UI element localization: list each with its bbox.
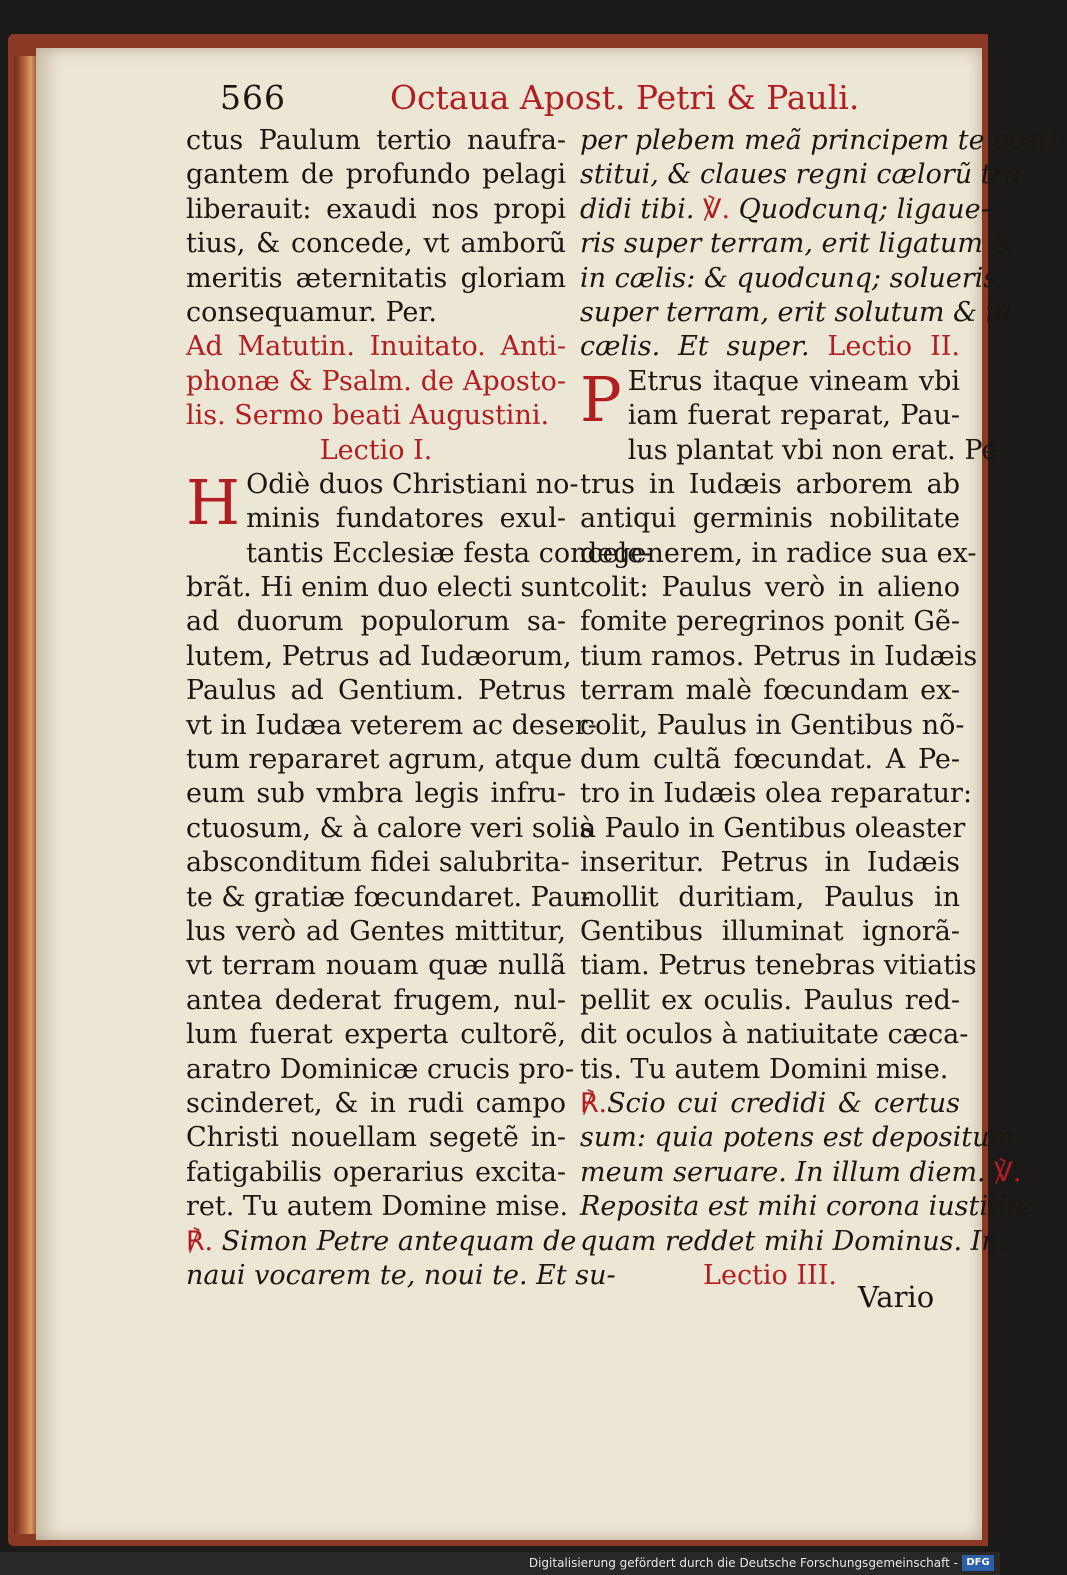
dropcap-initial: H bbox=[186, 465, 241, 539]
text-line: quam reddet mihi Dominus. In. bbox=[580, 1225, 1008, 1257]
dfg-logo: DFG bbox=[962, 1555, 994, 1571]
text-fragment: Quodcunq; ligaue- bbox=[738, 193, 990, 225]
text-line: terram malè fœcundam ex- bbox=[580, 675, 960, 707]
text-fragment: didi tibi. bbox=[580, 193, 695, 225]
footer-text: Digitalisierung gefördert durch die Deutsche Forschungsgemeinschaft - bbox=[528, 1556, 958, 1570]
text-line: fatigabilis operarius excita- bbox=[186, 1156, 566, 1188]
page-number: 566 bbox=[220, 78, 286, 117]
text-line: colit, Paulus in Gentibus nõ- bbox=[580, 709, 965, 741]
text-line: ris super terram, erit ligatum & bbox=[580, 228, 1016, 260]
responsory-sign: ℟. bbox=[186, 1225, 214, 1257]
text-line: tius, & concede, vt amborũ bbox=[186, 228, 566, 260]
versicle-line bbox=[580, 193, 990, 227]
text-line: iam fuerat reparat, Pau- bbox=[627, 400, 960, 432]
text-line: aratro Dominicæ crucis pro- bbox=[186, 1053, 575, 1085]
text-line: ad duorum populorum sa- bbox=[186, 606, 566, 638]
text-line: Paulus ad Gentium. Petrus bbox=[186, 675, 566, 707]
text-line: consequamur. Per. bbox=[186, 296, 437, 328]
text-line: ctuosum, & à calore veri solis bbox=[186, 812, 594, 844]
responsory-text: Scio cui credidi & certus bbox=[607, 1087, 960, 1119]
text-line: dum cultã fœcundat. A Pe- bbox=[580, 744, 960, 776]
versicle-sign: ℣. bbox=[703, 193, 731, 225]
text-line: eum sub vmbra legis infru- bbox=[186, 778, 566, 810]
text-line: pellit ex oculis. Paulus red- bbox=[580, 984, 960, 1016]
text-line: minis fundatores exul- bbox=[246, 503, 566, 535]
text-line: ctus Paulum tertio naufra- bbox=[186, 125, 566, 156]
page-header bbox=[220, 73, 859, 123]
dropcap-initial: P bbox=[580, 362, 622, 436]
responsory-line bbox=[580, 1087, 960, 1121]
lectio-heading: Lectio II. bbox=[827, 331, 960, 363]
text-line: Reposita est mihi corona iustitiæ bbox=[580, 1191, 1033, 1223]
text-line: vt in Iudæa veterem ac deser- bbox=[186, 709, 597, 741]
text-line: per plebem meã principem te cõsti- bbox=[580, 125, 1067, 156]
text-line: meritis æternitatis gloriam bbox=[186, 262, 566, 294]
text-line: absconditum fidei salubrita- bbox=[186, 847, 570, 879]
text-line: tum repararet agrum, atque bbox=[186, 744, 573, 776]
lectio-line bbox=[580, 330, 960, 364]
text-line: antea dederat frugem, nul- bbox=[186, 984, 566, 1016]
text-line: naui vocarem te, noui te. Et su- bbox=[186, 1259, 616, 1291]
versicle-line bbox=[580, 1156, 1022, 1190]
text-line: scinderet, & in rudi campo bbox=[186, 1087, 566, 1119]
text-line: degenerem, in radice sua ex- bbox=[580, 537, 977, 569]
text-line: à Paulo in Gentibus oleaster bbox=[580, 812, 966, 844]
text-line: fomite peregrinos ponit Gẽ- bbox=[580, 606, 960, 638]
rubric-line: Ad Matutin. Inuitato. Anti- bbox=[186, 331, 566, 363]
text-line: Christi nouellam segetẽ in- bbox=[186, 1122, 566, 1154]
text-line: tro in Iudæis olea reparatur: bbox=[580, 778, 973, 810]
text-line: tium ramos. Petrus in Iudæis bbox=[580, 640, 978, 672]
text-line: tantis Ecclesiæ festa concele- bbox=[246, 537, 653, 569]
text-line: colit: Paulus verò in alieno bbox=[580, 572, 960, 604]
text-line: tiam. Petrus tenebras vitiatis bbox=[580, 950, 977, 982]
versicle-sign: ℣. bbox=[994, 1156, 1022, 1188]
text-line: te & gratiæ fœcundaret. Pau- bbox=[186, 881, 591, 913]
text-line: super terram, erit solutum & in bbox=[580, 296, 1012, 328]
lectio-heading: Lectio I. bbox=[319, 434, 433, 466]
text-line: lus verò ad Gentes mittitur, bbox=[186, 915, 566, 947]
text-line: Gentibus illuminat ignorã- bbox=[580, 915, 960, 947]
rubric-line: phonæ & Psalm. de Aposto- bbox=[186, 365, 566, 397]
rubric-line: lis. Sermo beati Augustini. bbox=[186, 400, 550, 432]
text-line: lum fuerat experta cultorẽ, bbox=[186, 1019, 566, 1051]
text-line: tis. Tu autem Domini mise. bbox=[580, 1053, 949, 1085]
text-line: ret. Tu autem Domine mise. bbox=[186, 1191, 569, 1223]
text-line: Odiè duos Christiani no- bbox=[246, 468, 579, 500]
text-line: in cælis: & quodcunq; solueris bbox=[580, 262, 998, 294]
text-line: dit oculos à natiuitate cæca- bbox=[580, 1019, 969, 1051]
text-line: lus plantat vbi non erat. Pe- bbox=[627, 434, 1007, 466]
responsory-sign: ℟. bbox=[580, 1087, 608, 1119]
responsory-text: Simon Petre antequam de bbox=[221, 1225, 577, 1257]
text-line: stitui, & claues regni cælorũ tra- bbox=[580, 159, 1030, 191]
text-fragment: meum seruare. In illum diem. bbox=[580, 1156, 986, 1188]
text-line: inseritur. Petrus in Iudæis bbox=[580, 847, 960, 879]
text-line: lutem, Petrus ad Iudæorum, bbox=[186, 640, 572, 672]
text-line: mollit duritiam, Paulus in bbox=[580, 881, 960, 913]
text-line: brãt. Hi enim duo electi sunt bbox=[186, 572, 581, 604]
text-line: trus in Iudæis arborem ab bbox=[580, 468, 960, 500]
text-line: vt terram nouam quæ nullã bbox=[186, 950, 566, 982]
catchword: Vario bbox=[858, 1280, 935, 1314]
text-line: Etrus itaque vineam vbi bbox=[627, 365, 960, 397]
digitization-footer bbox=[0, 1552, 1000, 1575]
responsory-line bbox=[186, 1225, 577, 1259]
right-column bbox=[580, 124, 1067, 1293]
text-line: sum: quia potens est depositum bbox=[580, 1122, 1016, 1154]
lectio-heading: Lectio III. bbox=[703, 1259, 837, 1291]
page-edges bbox=[14, 56, 38, 1534]
text-fragment: cælis. Et super. bbox=[580, 331, 810, 363]
text-line: antiqui germinis nobilitate bbox=[580, 503, 960, 535]
running-title: Octaua Apost. Petri & Pauli. bbox=[390, 78, 860, 117]
text-line: liberauit: exaudi nos propi bbox=[186, 193, 566, 225]
text-line: gantem de profundo pelagi bbox=[186, 159, 566, 191]
